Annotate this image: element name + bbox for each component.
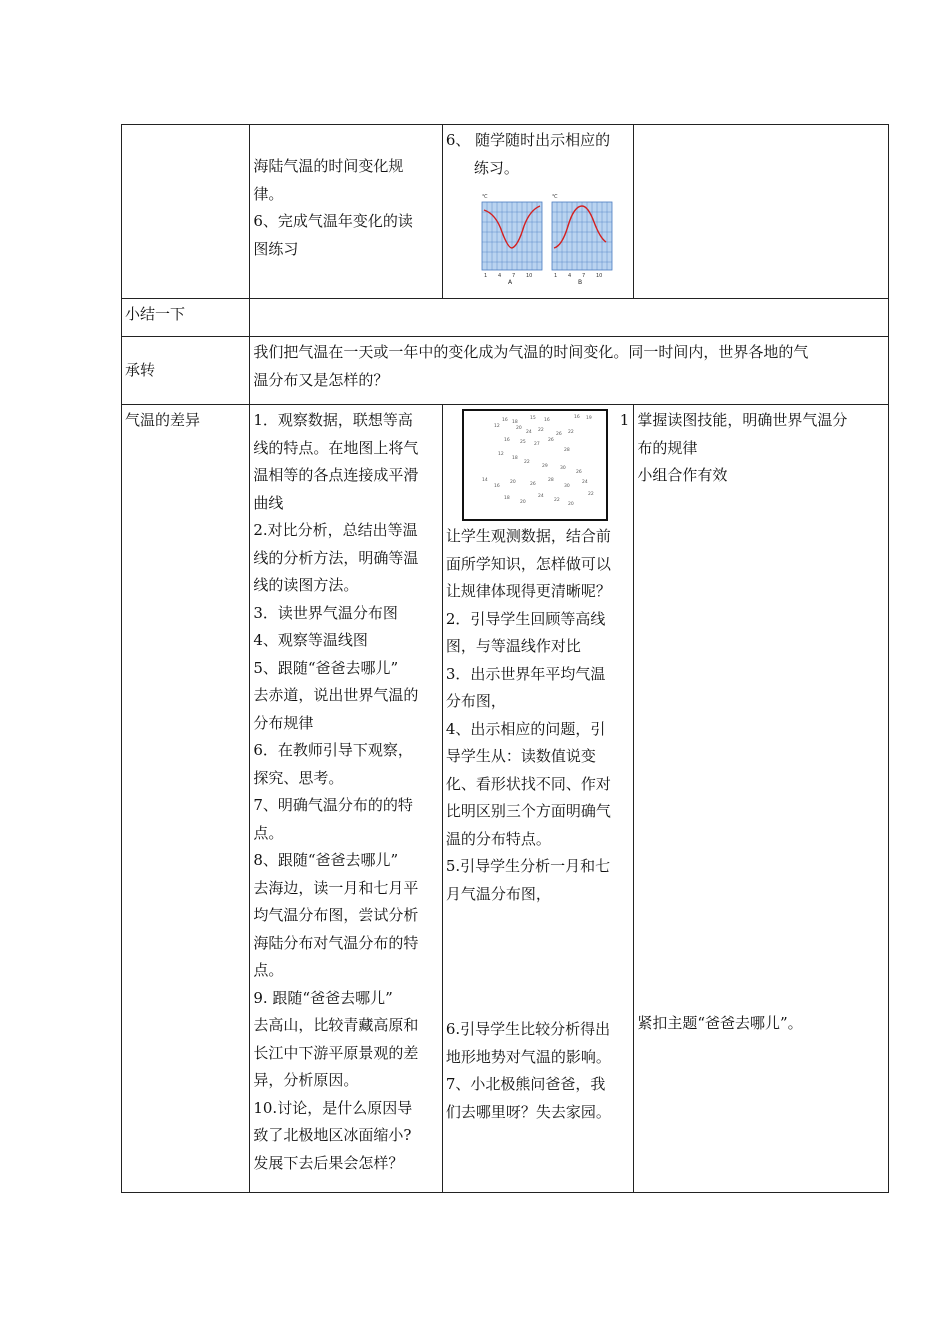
- temperature-data-map: [462, 409, 608, 521]
- row4-teacher-line: 面所学知识，怎样做可以: [445, 554, 611, 573]
- svg-text:18: 18: [511, 456, 518, 461]
- row4-activity-line: 4、观察等温线图: [253, 631, 368, 649]
- svg-text:16: 16: [501, 418, 508, 423]
- row4-teacher-line: 比明区别三个方面明确气: [445, 802, 611, 820]
- row4-teacher-cell: [442, 405, 633, 1193]
- row1-label-cell: [122, 125, 250, 299]
- row1-teacher-cell: [442, 125, 633, 299]
- svg-text:24: 24: [525, 430, 532, 435]
- row4-goal-line: 紧扣主题“爸爸去哪儿”。: [637, 1013, 803, 1032]
- svg-text:20: 20: [567, 502, 574, 507]
- row1-goal-cell: [634, 125, 889, 299]
- row4-goal-line: 小组合作有效: [637, 466, 728, 484]
- row4-activity-line: 探究、思考。: [253, 768, 344, 787]
- chart-b: [552, 194, 612, 284]
- row3-text-line: 我们把气温在一天或一年中的变化成为气温的时间变化。同一时间内，世界各地的气: [253, 343, 809, 361]
- table-row: [122, 125, 889, 299]
- row1-teacher-line: 练习。: [473, 158, 519, 177]
- row4-activity-line: 7、明确气温分布的的特: [253, 796, 413, 814]
- row4-activity-line: 点。: [253, 961, 284, 979]
- row4-teacher-line: 5.引导学生分析一月和七: [445, 857, 611, 875]
- svg-text:16: 16: [503, 438, 510, 443]
- row4-activity-line: 1．观察数据，联想等高: [253, 411, 413, 429]
- row4-activity-line: 线的分析方法，明确等温: [253, 548, 419, 567]
- row4-activity-line: 线的特点。在地图上将气: [253, 438, 419, 457]
- lesson-plan-table: [121, 124, 889, 1193]
- row4-teacher-line: 温的分布特点。: [445, 829, 551, 848]
- row4-activity-line: 发展下去后果会怎样？: [253, 1153, 404, 1172]
- row4-activity-line: 8、跟随“爸爸去哪儿”: [253, 851, 399, 869]
- chart-b-label: B: [577, 279, 582, 284]
- row4-activity-line: 点。: [253, 823, 284, 842]
- x-tick-label: 1: [483, 273, 488, 279]
- x-tick-label: 7: [511, 273, 516, 279]
- row4-goal-line: 掌握读图技能，明确世界气温分: [637, 411, 848, 429]
- row4-teacher-number: 1: [619, 411, 630, 429]
- svg-text:25: 25: [519, 440, 526, 445]
- row4-activity-line: 2.对比分析，总结出等温: [253, 521, 418, 539]
- svg-text:16: 16: [573, 415, 580, 420]
- x-tick-label: 1: [553, 273, 558, 279]
- row2-label: 小结一下: [125, 305, 186, 323]
- svg-text:24: 24: [581, 480, 588, 485]
- row4-activity-line: 去海边，读一月和七月平: [253, 878, 419, 897]
- row4-teacher-line: 4、出示相应的问题，引: [445, 719, 606, 738]
- row3-text-line: 温分布又是怎样的？: [253, 370, 389, 389]
- row4-activity-line: 曲线: [253, 493, 284, 512]
- row4-teacher-line: 7、小北极熊问爸爸，我: [445, 1075, 606, 1093]
- row3-content-cell: [250, 337, 889, 405]
- svg-text:22: 22: [587, 492, 594, 497]
- row4-teacher-line: 图，与等温线作对比: [445, 637, 581, 655]
- row4-activity-line: 长江中下游平原景观的差: [253, 1043, 419, 1062]
- row4-teacher-line: 月气温分布图，: [445, 884, 551, 903]
- row4-teacher-line: 们去哪里呀？失去家园。: [445, 1102, 611, 1121]
- annual-temperature-charts: [478, 192, 618, 284]
- row3-label: 承转: [125, 360, 156, 379]
- svg-text:16: 16: [543, 418, 550, 423]
- row4-label: 气温的差异: [125, 411, 201, 429]
- svg-text:19: 19: [585, 416, 592, 421]
- row4-activity-line: 3．读世界气温分布图: [253, 603, 398, 622]
- svg-text:14: 14: [481, 478, 488, 483]
- svg-text:22: 22: [553, 498, 560, 503]
- row4-activity-line: 温相等的各点连接成平滑: [253, 466, 419, 484]
- table-row: [122, 299, 889, 337]
- row4-teacher-line: 化、看形状找不同、作对: [445, 774, 611, 793]
- table-row: [122, 405, 889, 1193]
- row4-teacher-line: 地形地势对气温的影响。: [445, 1047, 611, 1066]
- row1-activity-line: 律。: [253, 184, 284, 203]
- row4-activity-line: 海陆分布对气温分布的特: [253, 933, 419, 952]
- x-tick-label: 10: [595, 273, 603, 279]
- svg-text:30: 30: [559, 466, 566, 471]
- row3-label-cell: [122, 337, 250, 405]
- x-tick-label: 7: [581, 273, 586, 279]
- row4-teacher-line: 3．出示世界年平均气温: [445, 664, 606, 683]
- table-row: [122, 337, 889, 405]
- row4-goal-line: 布的规律: [637, 438, 698, 457]
- svg-text:24: 24: [537, 494, 544, 499]
- x-tick-label: 4: [497, 273, 502, 279]
- svg-text:26: 26: [529, 482, 536, 487]
- svg-text:18: 18: [511, 420, 518, 425]
- row1-activity-line: 海陆气温的时间变化规: [253, 157, 404, 175]
- row4-activity-line: 致了北极地区冰面缩小?: [253, 1126, 412, 1144]
- row4-activity-line: 分布规律: [253, 713, 314, 732]
- svg-text:22: 22: [567, 430, 574, 435]
- svg-text:20: 20: [519, 500, 526, 505]
- row4-teacher-line: 让学生观测数据，结合前: [445, 527, 611, 545]
- svg-text:22: 22: [537, 428, 544, 433]
- row4-activity-line: 9. 跟随“爸爸去哪儿”: [253, 988, 393, 1007]
- row1-teacher-line: 6、 随学随时出示相应的: [445, 131, 611, 149]
- svg-text:28: 28: [563, 448, 570, 453]
- chart-a-label: A: [507, 279, 512, 284]
- row4-activity-line: 10.讨论，是什么原因导: [253, 1098, 413, 1117]
- svg-text:26: 26: [555, 432, 562, 437]
- row4-activity-line: 线的读图方法。: [253, 576, 359, 594]
- svg-text:12: 12: [497, 452, 504, 457]
- row2-label-cell: [122, 299, 250, 337]
- chart-b-unit: ℃: [551, 194, 558, 200]
- row4-activity-line: 6．在教师引导下观察，: [253, 741, 413, 759]
- row4-activity-cell: [250, 405, 443, 1193]
- svg-text:15: 15: [529, 416, 536, 421]
- svg-text:29: 29: [541, 464, 548, 469]
- row2-content-cell: [250, 299, 889, 337]
- row4-teacher-line: 导学生从：读数值说变: [445, 747, 596, 765]
- chart-a-unit: ℃: [481, 194, 488, 200]
- x-tick-label: 10: [525, 273, 533, 279]
- row1-activity-cell: [250, 125, 443, 299]
- x-tick-label: 4: [567, 273, 572, 279]
- svg-text:20: 20: [509, 480, 516, 485]
- row4-activity-line: 去赤道，说出世界气温的: [253, 686, 419, 704]
- svg-text:26: 26: [547, 438, 554, 443]
- row4-teacher-line: 让规律体现得更清晰呢？: [445, 582, 611, 600]
- svg-text:20: 20: [515, 426, 522, 431]
- svg-text:28: 28: [547, 478, 554, 483]
- svg-text:27: 27: [533, 442, 540, 447]
- svg-text:18: 18: [503, 496, 510, 501]
- row1-activity-line: 6、完成气温年变化的读: [253, 212, 413, 230]
- svg-text:26: 26: [575, 470, 582, 475]
- row4-goal-cell: [634, 405, 889, 1193]
- row4-activity-line: 去高山，比较青藏高原和: [253, 1016, 419, 1034]
- svg-text:22: 22: [523, 460, 530, 465]
- row4-activity-line: 均气温分布图，尝试分析: [253, 906, 419, 924]
- row4-label-cell: [122, 405, 250, 1193]
- spacer: [637, 490, 885, 1010]
- row1-activity-line: 图练习: [253, 239, 299, 258]
- row4-activity-line: 异，分析原因。: [253, 1071, 359, 1089]
- row4-teacher-line: 2．引导学生回顾等高线: [445, 609, 606, 628]
- row4-activity-line: 5、跟随“爸爸去哪儿”: [253, 658, 399, 677]
- row4-teacher-line: 6.引导学生比较分析得出: [445, 1020, 611, 1038]
- spacer: [446, 908, 630, 1016]
- svg-text:16: 16: [493, 484, 500, 489]
- svg-text:12: 12: [493, 424, 500, 429]
- row4-teacher-line: 分布图，: [445, 692, 506, 710]
- chart-a: [482, 194, 542, 284]
- svg-text:30: 30: [563, 484, 570, 489]
